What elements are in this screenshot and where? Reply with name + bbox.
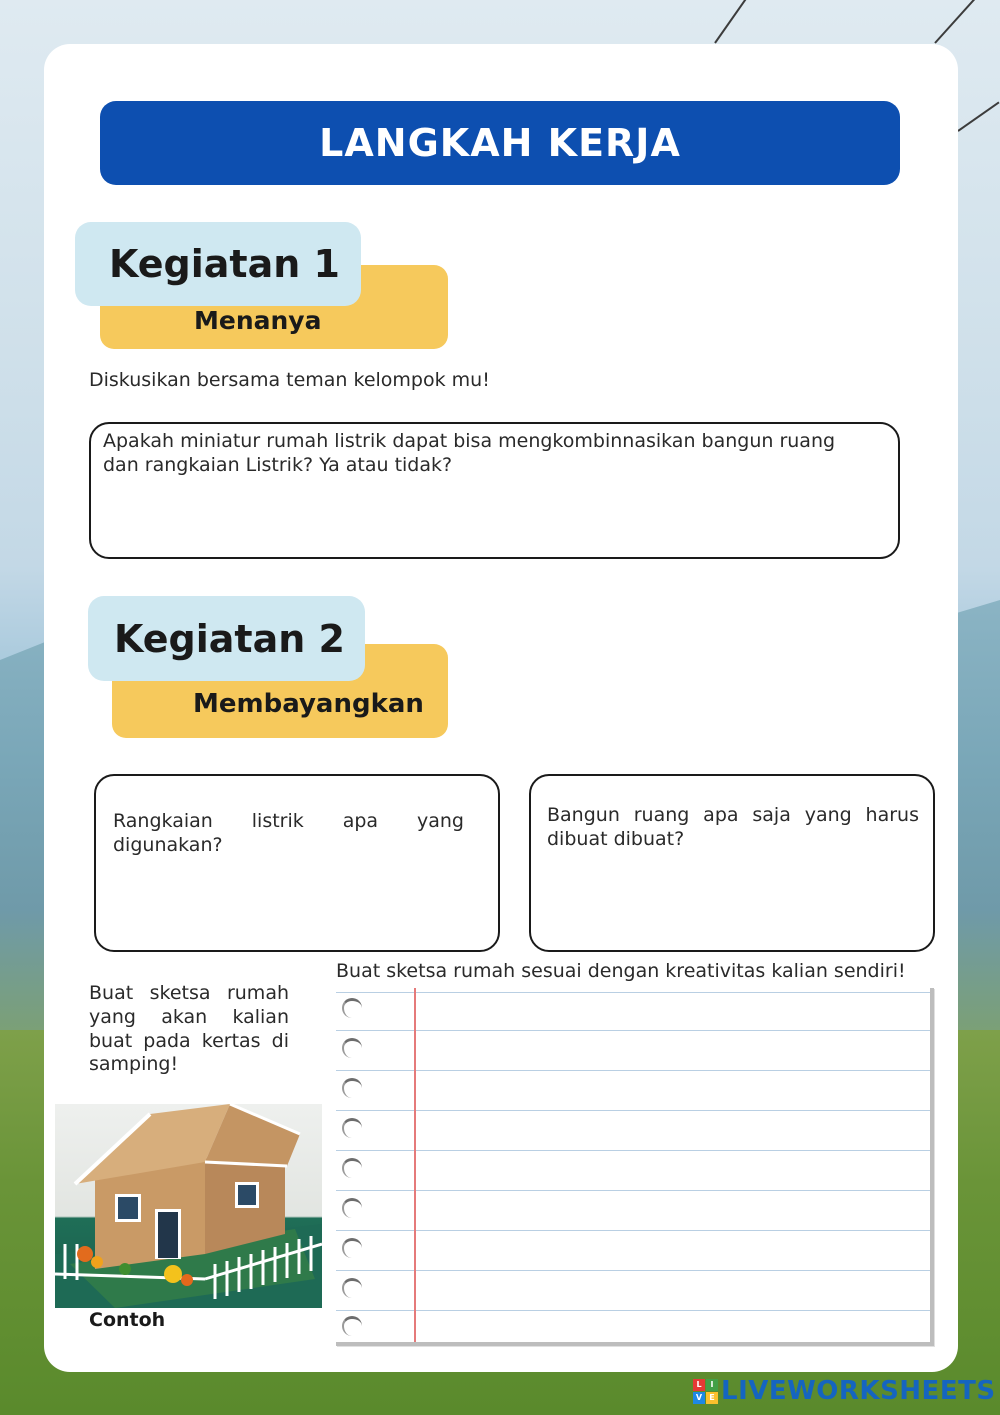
- binder-hole-icon: [342, 1078, 362, 1098]
- example-house-image: [55, 1104, 322, 1308]
- logo-mark-icon: [693, 1379, 718, 1404]
- power-line: [714, 0, 747, 44]
- paper-line: [336, 992, 930, 993]
- logo-letter: I: [706, 1379, 718, 1391]
- power-line: [934, 0, 976, 44]
- circuit-answer-box[interactable]: [94, 774, 500, 952]
- kegiatan-2-subtitle: Membayangkan: [193, 689, 424, 719]
- solid-shape-question: Bangun ruang apa saja yang harus dibuat dibuat?: [547, 804, 919, 851]
- binder-hole-icon: [342, 1118, 362, 1138]
- liveworksheets-logo: [693, 1376, 996, 1406]
- binder-hole-icon: [342, 1238, 362, 1258]
- logo-text: LIVEWORKSHEETS: [721, 1376, 996, 1406]
- paper-margin-line: [414, 988, 416, 1342]
- sketch-side-note: Buat sketsa rumah yang akan kalian buat pada kertas di samping!: [89, 982, 289, 1076]
- kegiatan-1-answer-box[interactable]: [89, 422, 900, 559]
- kegiatan-1-title-text: Kegiatan 1: [109, 242, 340, 286]
- binder-hole-icon: [342, 1316, 362, 1336]
- logo-letter: V: [693, 1392, 705, 1404]
- solid-shape-answer-box[interactable]: [529, 774, 935, 952]
- paper-line: [336, 1110, 930, 1111]
- binder-hole-icon: [342, 1278, 362, 1298]
- binder-hole-icon: [342, 1198, 362, 1218]
- paper-line: [336, 1310, 930, 1311]
- circuit-question: Rangkaian listrik apa yang digunakan?: [113, 810, 464, 857]
- house-model-illustration: [55, 1104, 322, 1308]
- paper-line: [336, 1070, 930, 1071]
- binder-hole-icon: [342, 998, 362, 1018]
- logo-letter: E: [706, 1392, 718, 1404]
- kegiatan-2-title: [88, 596, 365, 681]
- page-title: LANGKAH KERJA: [100, 101, 900, 185]
- paper-line: [336, 1230, 930, 1231]
- binder-hole-icon: [342, 1038, 362, 1058]
- kegiatan-2-title-text: Kegiatan 2: [114, 616, 345, 661]
- sketch-paper[interactable]: [336, 988, 934, 1346]
- paper-line: [336, 1150, 930, 1151]
- kegiatan-1-instruction: Diskusikan bersama teman kelompok mu!: [89, 369, 490, 391]
- kegiatan-1-title: [75, 222, 361, 306]
- kegiatan-1-question: Apakah miniatur rumah listrik dapat bisa mengkombinnasikan bangun ruang dan rangkaian Listrik? Ya atau tidak?: [103, 430, 836, 477]
- power-line: [957, 102, 999, 132]
- paper-line: [336, 1270, 930, 1271]
- logo-letter: L: [693, 1379, 705, 1391]
- example-caption: Contoh: [89, 1309, 166, 1331]
- kegiatan-1-subtitle: Menanya: [194, 306, 322, 335]
- sketch-instruction: Buat sketsa rumah sesuai dengan kreativitas kalian sendiri!: [336, 960, 906, 982]
- paper-line: [336, 1030, 930, 1031]
- paper-line: [336, 1190, 930, 1191]
- binder-hole-icon: [342, 1158, 362, 1178]
